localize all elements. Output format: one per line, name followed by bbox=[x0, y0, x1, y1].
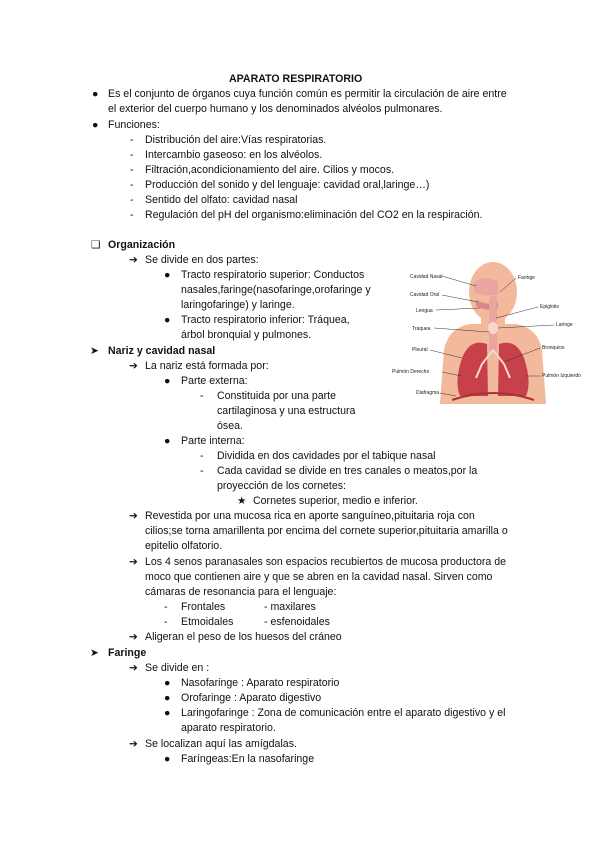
dash-icon: - bbox=[130, 194, 134, 206]
org-inf-2: árbol bronquial y pulmones. bbox=[181, 329, 312, 341]
bullet-icon: ● bbox=[164, 753, 171, 765]
dash-icon: - bbox=[164, 601, 168, 613]
mucosa-3: epitelio olfatorio. bbox=[145, 540, 223, 552]
funcion-item: Intercambio gaseoso: en los alvéolos. bbox=[145, 149, 323, 161]
amigdalas: Se localizan aquí las amígdalas. bbox=[145, 738, 297, 750]
org-heading: Organización bbox=[108, 239, 176, 251]
senos-2: moco que contienen aire y que se abren en la cavidad nasal. Sirven como bbox=[145, 571, 493, 583]
interna-2a: Cada cavidad se divide en tres canales o meatos,por la bbox=[217, 465, 478, 477]
label-bronquios: Bronquios bbox=[542, 345, 565, 351]
dash-icon: - bbox=[200, 390, 204, 402]
label-cavidad-oral: Cavidad Oral bbox=[410, 292, 440, 298]
externa-2: cartilaginosa y una estructura bbox=[217, 405, 356, 417]
page-title: APARATO RESPIRATORIO bbox=[229, 73, 363, 85]
label-traquea: Tráquea bbox=[412, 326, 431, 332]
interna-1: Dividida en dos cavidades por el tabique nasal bbox=[217, 450, 436, 462]
mucosa-1: Revestida por una mucosa rica en aporte sanguíneo,pituitaria roja con bbox=[145, 510, 475, 522]
bullet-icon: ● bbox=[164, 435, 171, 447]
arrow-icon: ➔ bbox=[129, 738, 138, 750]
respiratory-system-figure bbox=[390, 262, 598, 404]
faringe-naso: Nasofaringe : Aparato respiratorio bbox=[181, 677, 340, 689]
senos-maxilares: - maxilares bbox=[264, 601, 316, 613]
bullet-icon: ● bbox=[164, 375, 171, 387]
parte-interna: Parte interna: bbox=[181, 435, 245, 447]
faringe-laringo-1: Laringofaringe : Zona de comunicación entre el aparato digestivo y el bbox=[181, 707, 506, 719]
nariz-heading: Nariz y cavidad nasal bbox=[108, 345, 216, 357]
org-sup-1: Tracto respiratorio superior: Conductos bbox=[181, 269, 365, 281]
faringe-oro: Orofaringe : Aparato digestivo bbox=[181, 692, 322, 704]
dash-icon: - bbox=[130, 179, 134, 191]
senos-3: cámaras de resonancia para el lenguaje: bbox=[145, 586, 337, 598]
arrow-icon: ➔ bbox=[129, 556, 138, 568]
larynx bbox=[488, 322, 498, 334]
interna-2b: proyección de los cornetes: bbox=[217, 480, 346, 492]
label-cavidad-nasal: Cavidad Nasal bbox=[410, 274, 443, 280]
funcion-item: Distribución del aire:Vías respiratorias. bbox=[145, 134, 327, 146]
nasal-cavity bbox=[474, 278, 498, 296]
arrow-icon: ➔ bbox=[129, 254, 138, 266]
faringeas: Faríngeas:En la nasofaringe bbox=[181, 753, 315, 765]
aligeran: Aligeran el peso de los huesos del cráneo bbox=[145, 631, 342, 643]
bullet-icon: ● bbox=[164, 269, 171, 281]
bullet-icon: ● bbox=[164, 314, 171, 326]
arrow-icon: ➔ bbox=[129, 662, 138, 674]
funcion-item: Sentido del olfato: cavidad nasal bbox=[145, 194, 298, 206]
checkbox-icon: ❑ bbox=[91, 239, 101, 251]
parte-externa: Parte externa: bbox=[181, 375, 248, 387]
org-inf-1: Tracto respiratorio inferior: Tráquea, bbox=[181, 314, 350, 326]
senos-esfenoidales: - esfenoidales bbox=[264, 616, 330, 628]
dash-icon: - bbox=[130, 149, 134, 161]
dash-icon: - bbox=[164, 616, 168, 628]
org-sup-2: nasales,faringe(nasofaringe,orofaringe y bbox=[181, 284, 371, 296]
bullet-icon: ● bbox=[92, 88, 99, 100]
externa-3: ósea. bbox=[217, 420, 243, 432]
dash-icon: - bbox=[130, 164, 134, 176]
funcion-item: Regulación del pH del organismo:eliminación del CO2 en la respiración. bbox=[145, 209, 483, 221]
faringe-divide: Se divide en : bbox=[145, 662, 210, 674]
bullet-icon: ● bbox=[164, 677, 171, 689]
mucosa-2: cilios;se torna amarillenta por encima del cornete superior,pituitaria amarilla o bbox=[145, 525, 508, 537]
arrow-icon: ➔ bbox=[129, 360, 138, 372]
label-pulmon-derecho: Pulmón Derecho bbox=[392, 369, 430, 375]
dash-icon: - bbox=[130, 134, 134, 146]
funciones-label: Funciones: bbox=[108, 119, 160, 131]
faringe-laringo-2: aparato respiratorio. bbox=[181, 722, 276, 734]
faringe-heading: Faringe bbox=[108, 647, 147, 659]
arrowhead-icon: ➤ bbox=[90, 647, 99, 659]
nariz-formada: La nariz está formada por: bbox=[145, 360, 269, 372]
bullet-icon: ● bbox=[164, 707, 171, 719]
bullet-icon: ● bbox=[164, 692, 171, 704]
dash-icon: - bbox=[200, 450, 204, 462]
label-lengua: Lengua bbox=[416, 308, 433, 314]
funcion-item: Filtración,acondicionamiento del aire. Cilios y mocos. bbox=[145, 164, 395, 176]
dash-icon: - bbox=[130, 209, 134, 221]
label-laringe: Laringe bbox=[556, 322, 573, 328]
label-faringe: Faringe bbox=[518, 275, 535, 281]
intro-line-1: Es el conjunto de órganos cuya función común es permitir la circulación de aire entre bbox=[108, 88, 507, 100]
senos-etmoidales: Etmoidales bbox=[181, 616, 234, 628]
senos-1: Los 4 senos paranasales son espacios recubiertos de mucosa productora de bbox=[145, 556, 506, 568]
arrow-icon: ➔ bbox=[129, 510, 138, 522]
intro-line-2: el exterior del cuerpo humano y los denominados alvéolos pulmonares. bbox=[108, 103, 443, 115]
arrow-icon: ➔ bbox=[129, 631, 138, 643]
arrowhead-icon: ➤ bbox=[90, 345, 99, 357]
label-epiglotis: Epiglotis bbox=[540, 304, 559, 310]
label-pleural: Pleural bbox=[412, 347, 428, 353]
star-icon: ★ bbox=[237, 495, 247, 507]
label-pulmon-izquierdo: Pulmón Izquierdo bbox=[542, 373, 581, 379]
dash-icon: - bbox=[200, 465, 204, 477]
funcion-item: Producción del sonido y del lenguaje: cavidad oral,laringe…) bbox=[145, 179, 430, 191]
externa-1: Constituida por una parte bbox=[217, 390, 336, 402]
senos-frontales: Frontales bbox=[181, 601, 226, 613]
cornetes: Cornetes superior, medio e inferior. bbox=[253, 495, 418, 507]
org-divide: Se divide en dos partes: bbox=[145, 254, 259, 266]
org-sup-3: laringofaringe) y laringe. bbox=[181, 299, 295, 311]
bullet-icon: ● bbox=[92, 119, 99, 131]
label-diafragma: Diafragma bbox=[416, 390, 440, 396]
